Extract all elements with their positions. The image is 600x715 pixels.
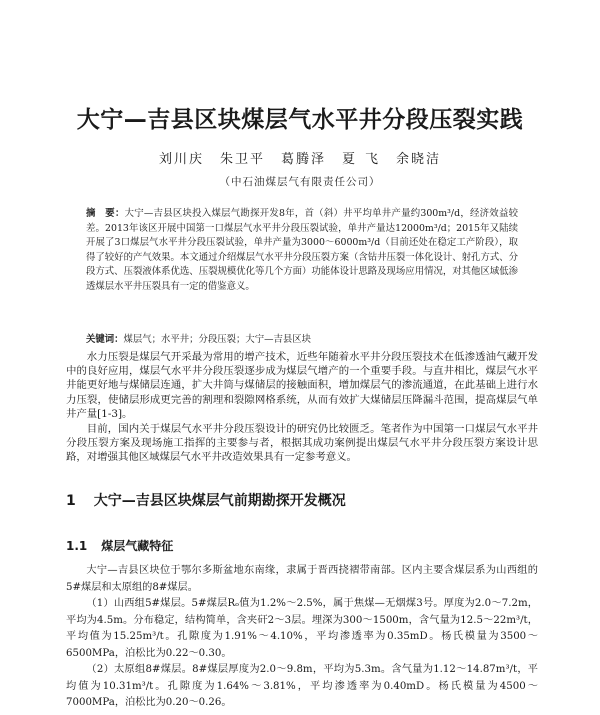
intro-paragraph: 水力压裂是煤层气开采最为常用的增产技术，近些年随着水平井分段压裂技术在低渗透油气藏开发中的良好应用，煤层气水平井分段压裂逐步成为煤层气增产的一个重要手段。与直井相比，煤层气水平井能更好地与煤储层连通，扩大井筒与煤储层的接触面积，增加煤层气的渗流通道，在此基础上进行水力压裂，使储层形成更完善的割理和裂隙网格系统，从而有效扩大煤储层压降漏斗范围，提高煤层气单井产量[1-3]。: [66, 351, 538, 420]
list-item: （1）山西组5#煤层。5#煤层Rₒ值为1.2%～2.5%，属于焦煤—无烟煤3号。厚度为2.0～7.2m，平均为4.5m。分布稳定，结构简单，含夹矸2～3层。埋深为300～1500m，含气量为12.5～22m³/t，平均值为15.25m³/t。孔隙度为1.91%～4.10%，平均渗透率为0.35mD。杨氏模量为3500～6500MPa，泊松比为0.22～0.30。: [66, 598, 538, 659]
keywords-text: 煤层气；水平井；分段压裂；大宁—吉县区块: [123, 334, 312, 345]
author-name: 朱卫平: [219, 152, 265, 167]
subsection-number: 1.1: [66, 539, 88, 553]
section-heading: [66, 490, 346, 510]
abstract-label: 摘 要：: [86, 208, 125, 219]
subsection-title: 煤层气藏特征: [101, 539, 174, 553]
author-name: 飞: [365, 152, 381, 167]
author-name: 夏: [342, 152, 358, 167]
author-name: 葛腾泽: [280, 152, 326, 167]
keywords: [86, 331, 518, 345]
abstract: [86, 207, 518, 295]
abstract-text: 大宁—吉县区块投入煤层气勘探开发8年，首（斜）井平均单井产量约300m³/d，经济效益较差。2013年该区开展中国第一口煤层气水平井分段压裂试验，单井产量达12000m³/d；2015年又陆续开展了3口煤层气水平井分段压裂试验，单井产量为3000～6000m³/d（目前还处在稳定工产阶段），取得了较好的产气效果。本文通过介绍煤层气水平井分段压裂方案（含钻井压裂一体化设计、射孔方式、分段方式、压裂液体系优选、压裂规模优化等几个方面）功能体设计思路及现场应用情况，对其他区域低渗透煤层水平井压裂具有一定的借鉴意义。: [86, 208, 518, 292]
author-name: 刘川庆: [158, 152, 204, 167]
intro-paragraph: 目前，国内关于煤层气水平井分段压裂设计的研究仍比较匮乏。笔者作为中国第一口煤层气水平井分段压裂方案及现场施工指挥的主要参与者，根据其成功案例提出煤层气水平井分段压裂方案设计思路，对增强其他区域煤层气水平井改造效果具有一定参考意义。: [66, 423, 538, 464]
keywords-label: 关键词：: [86, 334, 124, 345]
list-item: （2）太原组8#煤层。8#煤层厚度为2.0～9.8m，平均为5.3m。含气量为1.12～14.87m³/t，平均值为10.31m³/t。孔隙度为1.64%～3.81%，平均渗透率为0.40mD。杨氏模量为4500～7000MPa，泊松比为0.20～0.26。: [66, 664, 538, 708]
section-title: 大宁—吉县区块煤层气前期勘探开发概况: [93, 493, 346, 509]
author-list: [0, 148, 600, 167]
section-number: 1: [66, 493, 76, 509]
subsection-heading: [66, 537, 173, 554]
paper-title: 大宁—吉县区块煤层气水平井分段压裂实践: [76, 107, 524, 133]
affiliation: （中石油煤层气有限责任公司）: [219, 176, 381, 188]
body-paragraph: 大宁—吉县区块位于鄂尔多斯盆地东南缘，隶属于晋西挠褶带南部。区内主要含煤层系为山西组的5#煤层和太原组的8#煤层。: [66, 565, 538, 593]
author-name: 余晓洁: [396, 152, 442, 167]
